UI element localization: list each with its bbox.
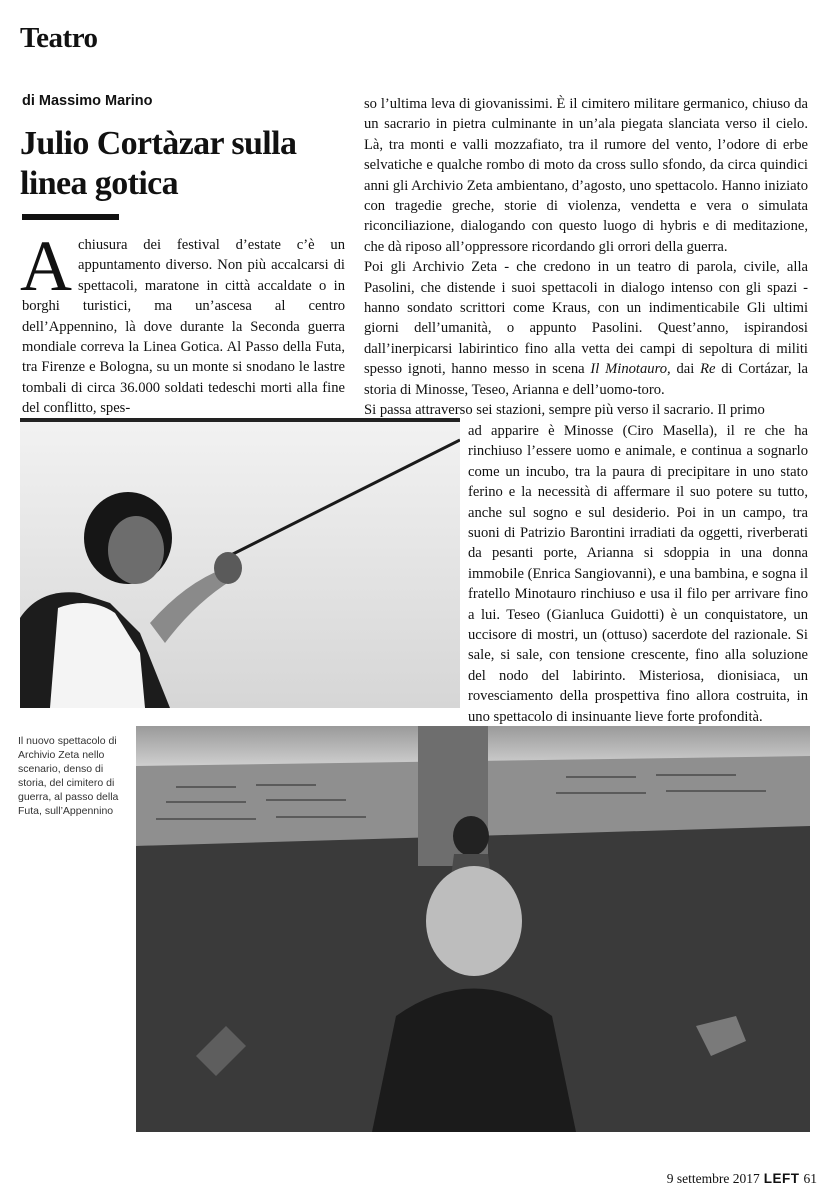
article-column-3: ad apparire è Minosse (Ciro Masella), il re che ha rinchiuso l’essere uomo e animale, e continua a sognarlo come un incubo, tra la paura di precipitare in uno stato ferino e la necessità di affermare il suo potere su tutto, anche sul sogno e sul desiderio. Poi in un campo, tra suoni di Patrizio Barontini irradiati da oggetti, riverberati da pesanti porte, Arianna si sdoppia in una donna immobile (Enrica Sangiovanni), e una bambina, e sogna il fratello Minotauro rinchiuso e usa il filo per arrivare fino a lui. Teseo (Gianluca Guidotti) è un conquistatore, un uccisore di mostri, un (ottuso) sacerdote del razionale. Si sale, si sale, con tensione crescente, fino alla soluzione del nodo del labirinto. Misteriosa, dionisiaca, un rovesciamento della prospettiva fino allora costruita, in uno spettacolo di insinuante lieve forte profondità. — [468, 423, 808, 725]
photo-actor-illustration — [20, 418, 460, 708]
drop-cap: A — [20, 226, 72, 306]
photo-caption: Il nuovo spettacolo di Archivio Zeta nello scenario, denso di storia, del cimitero di guerra, al passo della Futa, sull’Appennino — [18, 735, 119, 817]
title-italic: Il Minotauro — [590, 361, 668, 378]
article-column-2 — [364, 94, 808, 421]
text-run: di Cortázar, la storia di Minosse, Teseo, Arianna e dell’uomo-toro. — [364, 361, 808, 398]
paragraph: so l’ultima leva di giovanissimi. È il cimitero militare germanico, chiuso da un sacrario in pietra culminante in un’ala piegata slanciata verso il cielo. Là, tra monti e valli mozzafiato, tra il rumore del vento, l’odore di erbe selvatiche e qualche rombo di moto da cross sullo sfondo, da circa quindici anni gli Archivio Zeta ambientano, d’agosto, uno spettacolo. Hanno iniziato con tragedie greche, storie di violenza, vendetta e vera o simulata riconciliazione, dialogando con questo luogo di hybris e di meditazione, che dà riposo all’oppressore ricordando gli orrori della guerra. — [364, 96, 808, 255]
page-number: 61 — [803, 1171, 817, 1186]
photo-cemetery-illustration — [136, 726, 810, 1132]
paragraph — [364, 257, 808, 400]
headline-rule — [22, 214, 119, 220]
byline: di Massimo Marino — [22, 93, 153, 109]
text-run: Poi gli Archivio Zeta - che credono in un teatro di parola, civile, alla Pasolini, che distende i suoi spettacoli in dialogo intenso con gli spazi - hanno sondato scrittori come Kraus, con un indimenticabile Gli ultimi giorni dell’umanità, o appunto Pasolini. Quest’anno, ispirandosi dall’inerpicarsi labirintico fino alla vetta dei campi di sepoltura di militi spesso ignoti, hanno messo in scena — [364, 259, 808, 378]
headline: Julio Cortàzar sulla linea gotica — [20, 125, 297, 202]
text-run: , dai — [667, 361, 701, 378]
title-italic: Re — [700, 361, 716, 378]
column-1-text: chiusura dei festival d’estate c’è un appuntamento diverso. Non più accalcarsi di spettacoli, maratone in città accaldate o in borghi turistici, ma un’ascesa al centro dell’Appennino, là dove durante la Seconda guerra mondiale correva la Linea Gotica. Al Passo della Futa, tra Firenze e Bologna, su un monte si snodano le lastre tombali di circa 36.000 soldati tedeschi morti alla fine del conflitto, spes- — [22, 237, 345, 417]
page-footer — [627, 1171, 817, 1187]
issue-date: 9 settembre 2017 — [666, 1171, 760, 1186]
photo-actor-with-thread — [20, 418, 460, 708]
magazine-name: LEFT — [763, 1171, 800, 1186]
paragraph: Si passa attraverso sei stazioni, sempre più verso il sacrario. Il primo — [364, 402, 765, 419]
photo-cemetery-performance — [136, 726, 810, 1132]
article-column-1 — [20, 226, 345, 419]
section-title: Teatro — [20, 22, 98, 54]
